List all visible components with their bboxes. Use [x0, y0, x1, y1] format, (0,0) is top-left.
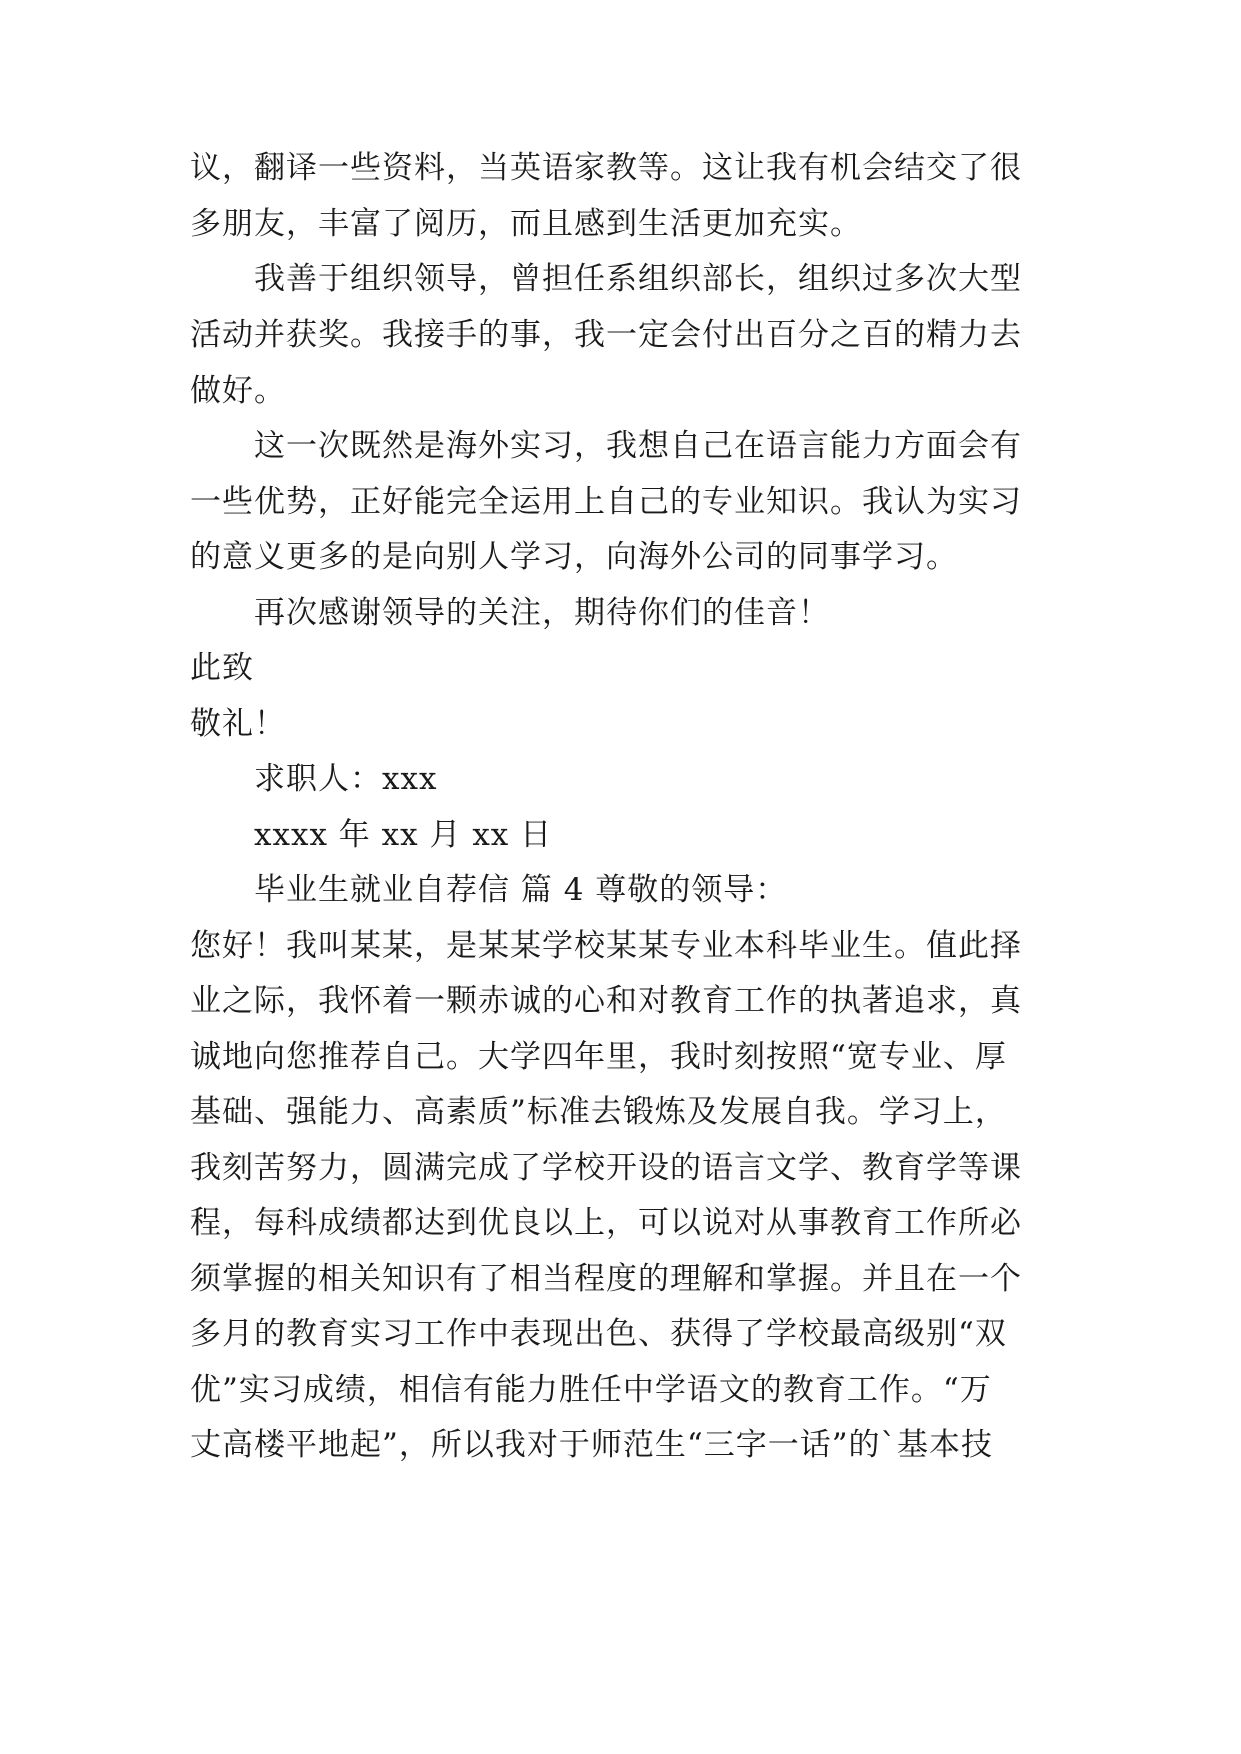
body-line: 丈高楼平地起”，所以我对于师范生“三字一话”的`基本技 — [190, 1427, 994, 1463]
salutation-line: 此致 — [190, 650, 254, 686]
body-line: 程，每科成绩都达到优良以上，可以说对从事教育工作所必 — [190, 1205, 1022, 1241]
body-line: 诚地向您推荐自己。大学四年里，我时刻按照“宽专业、厚 — [190, 1039, 1007, 1075]
paragraph-start-line: 这一次既然是海外实习，我想自己在语言能力方面会有 — [254, 428, 1022, 464]
body-line: 业之际，我怀着一颗赤诚的心和对教育工作的执著追求，真 — [190, 983, 1022, 1019]
section-heading-line: 毕业生就业自荐信 篇 4 尊敬的领导： — [254, 872, 788, 908]
body-line: 做好。 — [190, 373, 286, 409]
body-line: 优”实习成绩，相信有能力胜任中学语文的教育工作。“万 — [190, 1372, 992, 1408]
date-line: xxxx 年 xx 月 xx 日 — [254, 817, 553, 853]
body-line: 我刻苦努力，圆满完成了学校开设的语言文学、教育学等课 — [190, 1150, 1022, 1186]
signature-line: 求职人：xxx — [254, 761, 438, 797]
body-line: 的意义更多的是向别人学习，向海外公司的同事学习。 — [190, 539, 958, 575]
body-line: 活动并获奖。我接手的事，我一定会付出百分之百的精力去 — [190, 317, 1022, 353]
body-line: 议，翻译一些资料，当英语家教等。这让我有机会结交了很 — [190, 150, 1022, 186]
body-line: 一些优势，正好能完全运用上自己的专业知识。我认为实习 — [190, 484, 1022, 520]
paragraph-start-line: 我善于组织领导，曾担任系组织部长，组织过多次大型 — [254, 261, 1022, 297]
body-line: 须掌握的相关知识有了相当程度的理解和掌握。并且在一个 — [190, 1261, 1022, 1297]
body-line: 多月的教育实习工作中表现出色、获得了学校最高级别“双 — [190, 1316, 1007, 1352]
body-line: 您好！我叫某某，是某某学校某某专业本科毕业生。值此择 — [190, 928, 1022, 964]
body-line: 基础、强能力、高素质”标准去锻炼及发展自我。学习上， — [190, 1094, 1007, 1130]
salutation-line: 敬礼！ — [190, 706, 286, 742]
body-line: 多朋友，丰富了阅历，而且感到生活更加充实。 — [190, 206, 862, 242]
closing-thanks-line: 再次感谢领导的关注，期待你们的佳音！ — [254, 595, 830, 631]
